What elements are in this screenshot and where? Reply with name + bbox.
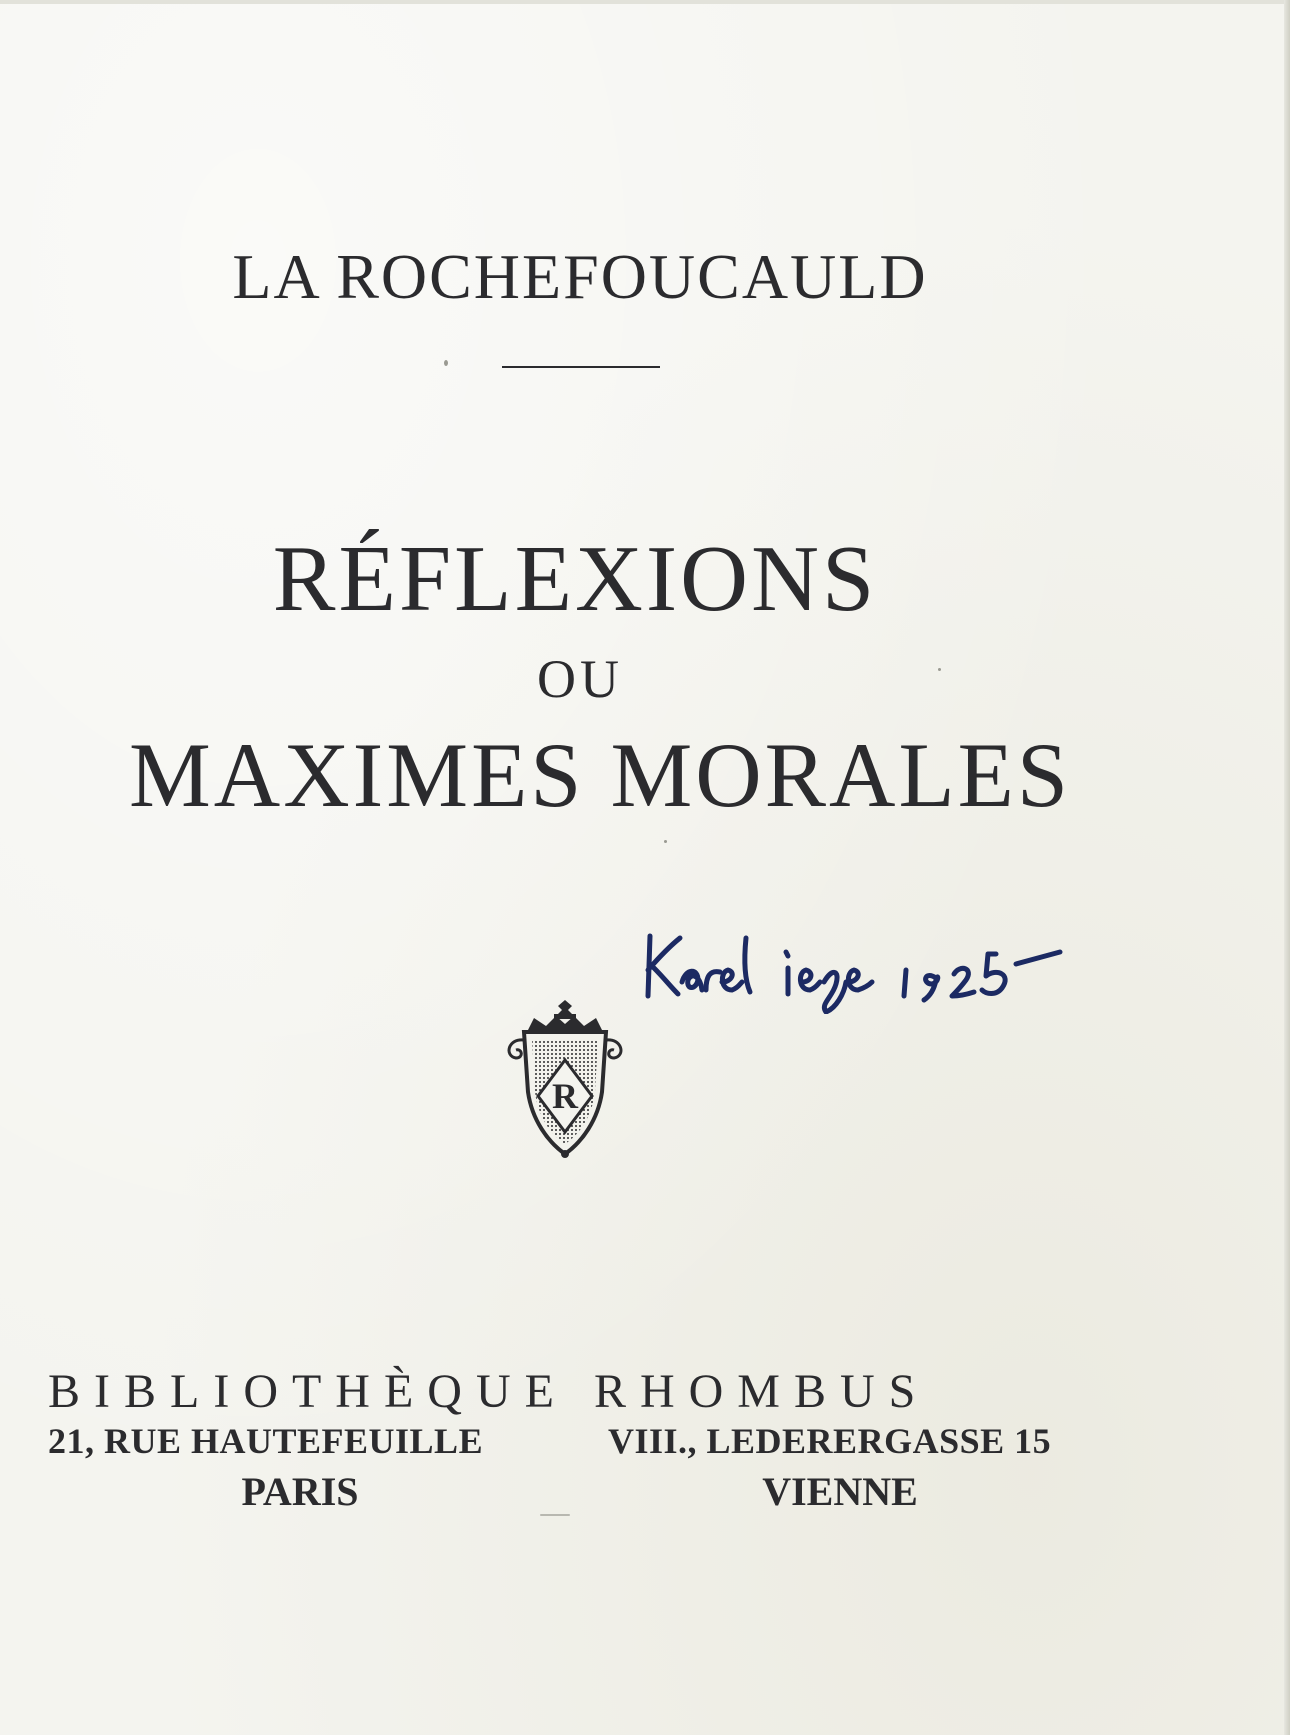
title-line-maximes-morales: MAXIMES MORALES bbox=[128, 724, 1072, 826]
page-top-edge bbox=[0, 0, 1290, 4]
paper-speck bbox=[664, 840, 667, 843]
paper-speck bbox=[540, 1514, 570, 1516]
title-rule-divider bbox=[502, 366, 660, 368]
page-right-edge bbox=[1284, 0, 1290, 1735]
paper-speck bbox=[444, 360, 448, 366]
paper-speck bbox=[938, 668, 941, 671]
address-vienna: VIII., LEDERERGASSE 15 bbox=[608, 1421, 1052, 1461]
publisher-name: BIBLIOTHÈQUE RHOMBUS bbox=[48, 1365, 930, 1418]
author-name: LA ROCHEFOUCAULD bbox=[232, 241, 928, 312]
emblem-letter: R bbox=[552, 1076, 578, 1116]
handwritten-signature bbox=[640, 924, 1070, 1014]
title-line-ou: OU bbox=[537, 649, 623, 709]
title-line-reflexions: RÉFLEXIONS bbox=[272, 527, 878, 631]
city-paris: PARIS bbox=[241, 1469, 359, 1514]
city-vienna: VIENNE bbox=[762, 1469, 918, 1514]
crowned-shield-emblem-icon bbox=[498, 1000, 632, 1158]
address-paris: 21, RUE HAUTEFEUILLE bbox=[48, 1421, 484, 1461]
